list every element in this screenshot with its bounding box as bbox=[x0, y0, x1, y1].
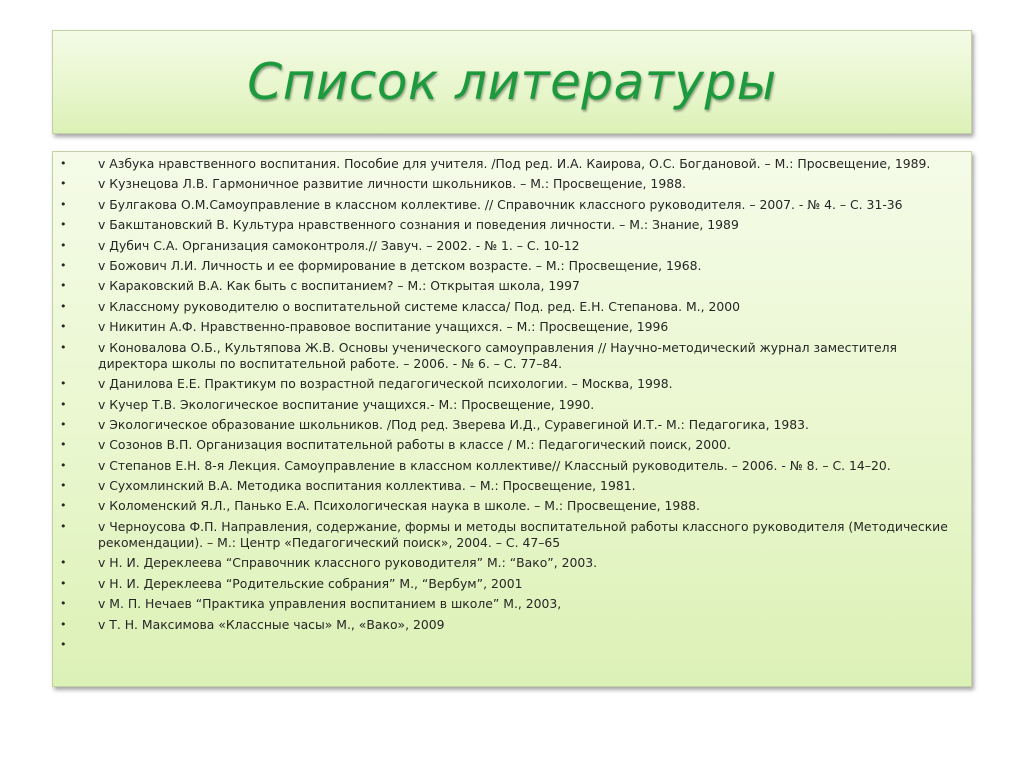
reference-item bbox=[58, 340, 966, 372]
bullet-icon: • bbox=[60, 479, 67, 493]
bullet-icon: • bbox=[60, 177, 67, 191]
reference-text: v Божович Л.И. Личность и ее формирование в детском возрасте. – М.: Просвещение, 1968. bbox=[98, 257, 702, 273]
reference-item bbox=[58, 217, 966, 233]
reference-text: v М. П. Нечаев “Практика управления воспитанием в школе” М., 2003, bbox=[98, 596, 562, 612]
reference-item bbox=[58, 417, 966, 433]
bullet-icon: • bbox=[60, 597, 67, 611]
reference-text: v Т. Н. Максимова «Классные часы» М., «Вако», 2009 bbox=[98, 616, 445, 632]
bullet-icon: • bbox=[60, 499, 67, 513]
bullet-icon: • bbox=[60, 320, 67, 334]
reference-text: v Степанов Е.Н. 8-я Лекция. Самоуправление в классном коллективе// Классный руководитель. – 2006. - № 8. – С. 14–20. bbox=[98, 457, 891, 473]
reference-item bbox=[58, 498, 966, 514]
reference-item bbox=[58, 238, 966, 254]
reference-text: v Булгакова О.М.Самоуправление в классном коллективе. // Справочник классного руководителя. – 2007. - № 4. – С. 31-36 bbox=[98, 196, 903, 212]
bullet-icon: • bbox=[60, 617, 67, 631]
bullet-icon: • bbox=[60, 279, 67, 293]
reference-item bbox=[58, 299, 966, 315]
reference-text: v Азбука нравственного воспитания. Пособие для учителя. /Под ред. И.А. Каирова, О.С. Богдановой. – М.: Просвещение, 1989. bbox=[98, 156, 931, 171]
reference-text: v Экологическое образование школьников. /Под ред. Зверева И.Д., Суравегиной И.Т.- М.: Педагогика, 1983. bbox=[98, 416, 809, 432]
reference-text: v Классному руководителю о воспитательной системе класса/ Под. ред. Е.Н. Степанова. М., 2000 bbox=[98, 298, 740, 314]
reference-text: v Караковский В.А. Как быть с воспитанием? – М.: Открытая школа, 1997 bbox=[98, 278, 580, 294]
reference-text: v Кучер Т.В. Экологическое воспитание учащихся.- М.: Просвещение, 1990. bbox=[98, 396, 595, 412]
reference-list bbox=[58, 156, 966, 651]
reference-text: v Бакштановский В. Культура нравственного сознания и поведения личности. – М.: Знание, 1989 bbox=[98, 217, 739, 233]
bullet-icon: • bbox=[60, 638, 67, 651]
reference-text: v Коломенский Я.Л., Панько Е.А. Психологическая наука в школе. – М.: Просвещение, 1988. bbox=[98, 498, 700, 514]
reference-item bbox=[58, 478, 966, 494]
reference-text: v Дубич С.А. Организация самоконтроля.// Завуч. – 2002. - № 1. – С. 10-12 bbox=[98, 237, 580, 253]
reference-item bbox=[58, 278, 966, 294]
reference-item bbox=[58, 397, 966, 413]
bullet-icon: • bbox=[60, 238, 67, 252]
bullet-icon: • bbox=[60, 576, 67, 590]
bullet-icon: • bbox=[60, 458, 67, 472]
reference-item bbox=[58, 319, 966, 335]
bullet-icon: • bbox=[60, 438, 67, 452]
reference-item bbox=[58, 617, 966, 633]
reference-item bbox=[58, 555, 966, 571]
reference-item bbox=[58, 376, 966, 392]
bullet-icon: • bbox=[60, 397, 67, 411]
reference-text: v Сухомлинский В.А. Методика воспитания коллектива. – М.: Просвещение, 1981. bbox=[98, 478, 636, 494]
bullet-icon: • bbox=[60, 417, 67, 431]
title-panel bbox=[52, 30, 972, 134]
reference-text: v Н. И. Дереклеева “Справочник классного руководителя” М.: “Вако”, 2003. bbox=[98, 555, 598, 571]
reference-item bbox=[58, 437, 966, 453]
bullet-icon: • bbox=[60, 556, 67, 570]
reference-item bbox=[58, 156, 966, 172]
bullet-icon: • bbox=[60, 197, 67, 211]
bullet-icon: • bbox=[60, 340, 67, 354]
bullet-icon: • bbox=[60, 157, 67, 170]
bullet-icon: • bbox=[60, 377, 67, 391]
reference-item bbox=[58, 197, 966, 213]
reference-text: v Кузнецова Л.В. Гармоничное развитие личности школьников. – М.: Просвещение, 1988. bbox=[98, 176, 686, 192]
reference-item bbox=[58, 596, 966, 612]
reference-item bbox=[58, 458, 966, 474]
reference-text: v Никитин А.Ф. Нравственно-правовое воспитание учащихся. – М.: Просвещение, 1996 bbox=[98, 319, 669, 335]
bullet-icon: • bbox=[60, 218, 67, 232]
bullet-icon: • bbox=[60, 258, 67, 272]
reference-text: v Созонов В.П. Организация воспитательной работы в классе / М.: Педагогический поиск, 2000. bbox=[98, 437, 731, 453]
reference-item bbox=[58, 576, 966, 592]
reference-text: v Н. И. Дереклеева “Родительские собрания” М., “Вербум”, 2001 bbox=[98, 575, 523, 591]
slide-title: Список литературы bbox=[247, 53, 777, 111]
reference-text: v Коновалова О.Б., Культяпова Ж.В. Основы ученического самоуправления // Научно-методический журнал заместителя директора школы по воспитательной работе. – 2006. - № 6. – С. 77–84. bbox=[98, 339, 897, 371]
reference-text: v Черноусова Ф.П. Направления, содержание, формы и методы воспитательной работы классного руководителя (Методические рекомендации). – М.: Центр «Педагогический поиск», 2004. – С. 47–65 bbox=[98, 518, 948, 551]
reference-item bbox=[58, 176, 966, 192]
reference-text: v Данилова Е.Е. Практикум по возрастной педагогической психологии. – Москва, 1998. bbox=[98, 376, 673, 392]
reference-item bbox=[58, 258, 966, 274]
bullet-icon: • bbox=[60, 299, 67, 313]
bullet-icon: • bbox=[60, 519, 67, 533]
reference-item bbox=[58, 519, 966, 551]
